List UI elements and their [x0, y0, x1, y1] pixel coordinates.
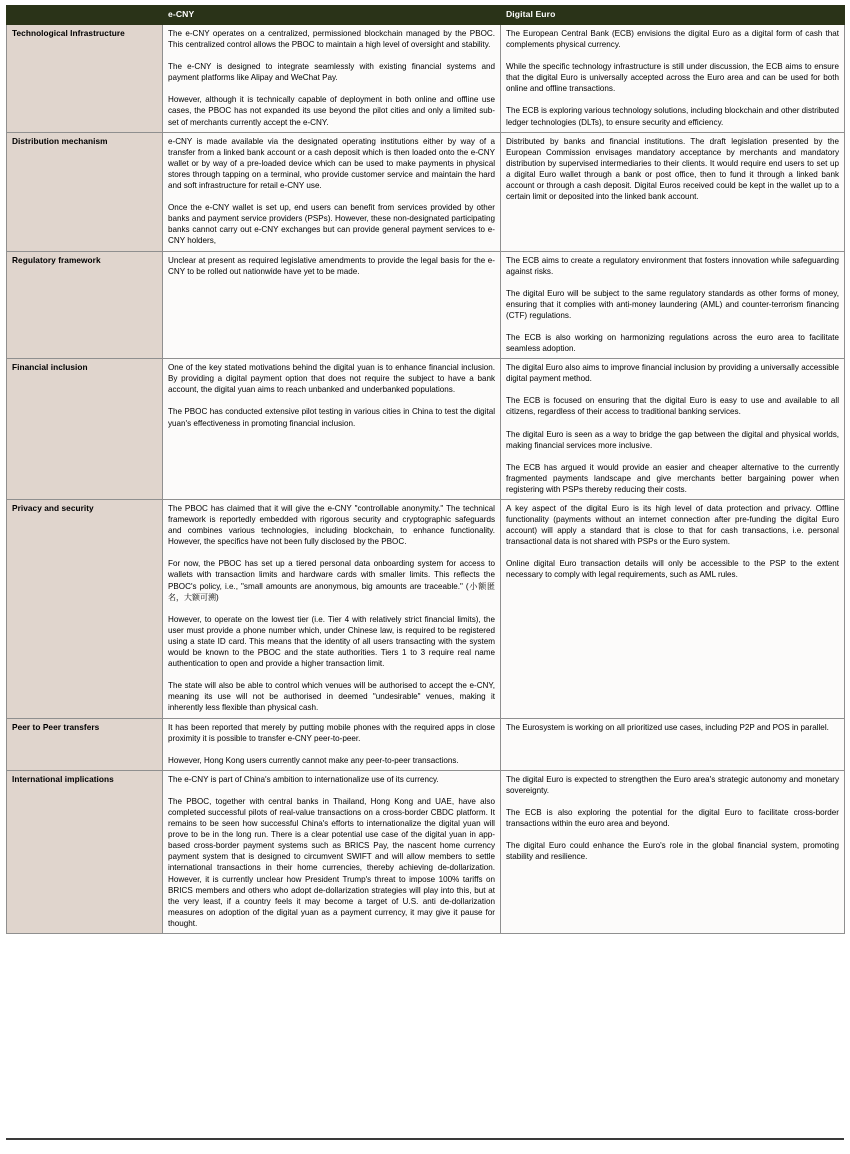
row-cell-ecny: [163, 718, 501, 770]
paragraph: The e-CNY is part of China's ambition to internationalize use of its currency.: [168, 774, 439, 784]
table-row: [7, 500, 845, 719]
paragraph: For now, the PBOC has set up a tiered personal data onboarding system for access to wallets with transaction limits and hardware cards with smaller limits. This reflects the PBOC's policy, i.e., "small amounts are anonymous, big amounts are traceable." (小额匿名，大额可溯): [168, 559, 496, 602]
paragraph: The digital Euro is expected to strengthen the Euro area's strategic autonomy and monetary sovereignty.: [506, 774, 839, 795]
row-topic-label: International implications: [7, 770, 163, 933]
comparison-table: [6, 5, 845, 934]
paragraph: The ECB is exploring various technology solutions, including blockchain and other distributed ledger technologies (DLTs), to ensure security and efficiency.: [506, 106, 839, 127]
paragraph: The e-CNY operates on a centralized, permissioned blockchain managed by the PBOC. This centralized control allows the PBOC to maintain a high level of oversight and stability.: [168, 29, 495, 50]
row-topic-label: Distribution mechanism: [7, 132, 163, 251]
cjk-text: 小额匿名，大额可溯: [168, 581, 496, 602]
header-ecny: e-CNY: [163, 6, 501, 25]
paragraph: The state will also be able to control which venues will be authorised to accept the e-CNY, meaning its use will not be authorised in deemed "undesirable" venues, making it inherently less flexible than physical cash.: [168, 681, 495, 713]
row-cell-digital-euro: [501, 251, 845, 359]
header-digital-euro: Digital Euro: [501, 6, 845, 25]
paragraph: Unclear at present as required legislative amendments to provide the legal basis for the e-CNY to be rolled out nationwide have yet to be made.: [168, 255, 495, 276]
row-topic-label: Peer to Peer transfers: [7, 718, 163, 770]
paragraph: While the specific technology infrastructure is still under discussion, the ECB aims to ensure that the digital Euro is universally accepted across the Euro area and can be used for both online and offline transactions.: [506, 62, 839, 94]
paragraph: However, to operate on the lowest tier (i.e. Tier 4 with relatively strict financial limits), the user must provide a phone number which, under Chinese law, is required to be registered using a state ID card. This means that the identity of all users transacting with the system would be known to the PBOC and the state authorities. Tiers 1 to 3 require real name authentication to open and provide a higher transaction limit.: [168, 614, 495, 669]
paragraph: The digital Euro also aims to improve financial inclusion by providing a universally accessible digital payment method.: [506, 363, 839, 384]
table-row: [7, 251, 845, 359]
paragraph: The PBOC has claimed that it will give the e-CNY "controllable anonymity." The technical framework is reportedly embedded with rigorous security and cryptographic safeguards and combines various technologies, including blockchain, to enhance functionality. However, the specifics have not been fully disclosed by the PBOC.: [168, 504, 495, 547]
row-cell-ecny: [163, 132, 501, 251]
row-topic-label: Regulatory framework: [7, 251, 163, 359]
document-page: [0, 5, 850, 1154]
row-cell-digital-euro: [501, 359, 845, 500]
table-body: [7, 25, 845, 934]
paragraph: It has been reported that merely by putting mobile phones with the required apps in close proximity it is possible to transfer e-CNY peer-to-peer.: [168, 722, 495, 743]
row-cell-ecny: [163, 25, 501, 133]
row-topic-label: Privacy and security: [7, 500, 163, 719]
paragraph: The ECB is also working on harmonizing regulations across the euro area to facilitate seamless adoption.: [506, 332, 839, 354]
paragraph: The ECB is focused on ensuring that the digital Euro is easy to use and available to all citizens, regardless of their access to traditional banking services.: [506, 396, 839, 417]
paragraph: e-CNY is made available via the designated operating institutions either by way of a transfer from a linked bank account or a cash deposit which is then loaded onto the e-CNY wallet or by way of a pre-loaded device which can be used to make payments in physical stores through tapping on a terminal, who provide customer service and maintain the hard and soft infrastructure for retail e-CNY use.: [168, 136, 495, 191]
paragraph: However, although it is technically capable of deployment in both online and offline use cases, the PBOC has not expanded its use beyond the pilot cities and only a limited sub-set of merchants currently accept the e-CNY.: [168, 95, 495, 127]
paragraph: The PBOC has conducted extensive pilot testing in various cities in China to test the digital yuan's effectiveness in promoting financial inclusion.: [168, 407, 495, 428]
paragraph: Online digital Euro transaction details will only be accessible to the PSP to the extent necessary to comply with legal requirements, such as AML rules.: [506, 559, 839, 580]
paragraph: The PBOC, together with central banks in Thailand, Hong Kong and UAE, have also completed successful pilots of real-value transactions on a cross-border CBDC platform. It remains to be seen how successful China's efforts to internationalize the digital yuan will prove to be in the long run. There is a clear potential use case of the digital yuan in app-based cross-border payment systems such as BRICS Pay, the nascent home currency payment system that is designed to circumvent SWIFT and will allow members to settle international transactions in their home currencies, thereby achieving de-dollarization. However, it is currently unclear how President Trump's threat to impose 100% tariffs on BRICS members and others who adopt de-dollarization strategies will play into this, but at the very least, if a country feels it may become a target of U.S. anti de-dollarization measures on adoption of the digital yuan as a payment currency, it may give it pause for thought.: [168, 796, 495, 928]
paragraph: Distributed by banks and financial institutions. The draft legislation presented by the European Commission envisages mandatory acceptance by merchants and mandatory distribution by supervised intermediaries to their clients. It would require end users to set up a digital Euro wallet through a bank or post office, then to fund it through a linked bank account or through a cash deposit. Digital Euros received could be kept in the wallet up to a certain limit or deposited into the linked bank account.: [506, 136, 839, 202]
table-row: [7, 359, 845, 500]
row-topic-label: Technological Infrastructure: [7, 25, 163, 133]
footer-divider: [6, 1138, 844, 1140]
row-cell-digital-euro: [501, 25, 845, 133]
paragraph: A key aspect of the digital Euro is its high level of data protection and privacy. Offline functionality (payments without an internet connection after pre-funding the digital Euro account) will apply a standard that is close to that for cash transactions, i.e. personal transactional data is not shared with PSPs or the Euro system.: [506, 504, 839, 547]
paragraph: The ECB has argued it would provide an easier and cheaper alternative to the currently fragmented payments landscape and give merchants better bargaining power when registering with PSPs thereby reducing their costs.: [506, 462, 839, 494]
paragraph: The Eurosystem is working on all prioritized use cases, including P2P and POS in parallel.: [506, 722, 829, 732]
paragraph: Once the e-CNY wallet is set up, end users can benefit from services provided by other banks and payment service providers (PSPs). However, these non-designated participating banks cannot carry out e-CNY exchanges but can provide general payment services to e-CNY holders,: [168, 203, 495, 246]
row-cell-digital-euro: [501, 500, 845, 719]
paragraph: The digital Euro will be subject to the same regulatory standards as other forms of money, ensuring that it complies with anti-money laundering (AML) and counter-terrorism financing (CTF) regulations.: [506, 288, 839, 320]
table-row: [7, 770, 845, 933]
row-cell-ecny: [163, 359, 501, 500]
paragraph: The digital Euro could enhance the Euro's role in the global financial system, promoting stability and resilience.: [506, 841, 839, 862]
row-cell-digital-euro: [501, 770, 845, 933]
paragraph: The ECB is also exploring the potential for the digital Euro to facilitate cross-border transactions within the euro area and beyond.: [506, 807, 839, 829]
paragraph: The European Central Bank (ECB) envisions the digital Euro as a digital form of cash that complements physical currency.: [506, 29, 839, 50]
paragraph: One of the key stated motivations behind the digital yuan is to enhance financial inclusion. By providing a digital payment option that does not require the subject to have a bank account, the digital yuan aims to reach unbanked and underbanked populations.: [168, 363, 495, 395]
table-row: [7, 718, 845, 770]
row-cell-ecny: [163, 500, 501, 719]
paragraph: However, Hong Kong users currently cannot make any peer-to-peer transactions.: [168, 755, 459, 765]
table-row: [7, 132, 845, 251]
paragraph: The e-CNY is designed to integrate seamlessly with existing financial systems and payment platforms like Alipay and WeChat Pay.: [168, 62, 495, 83]
table-header-row: [7, 6, 845, 25]
table-row: [7, 25, 845, 133]
row-topic-label: Financial inclusion: [7, 359, 163, 500]
header-topic-blank: [7, 6, 163, 25]
row-cell-ecny: [163, 251, 501, 359]
row-cell-ecny: [163, 770, 501, 933]
row-cell-digital-euro: [501, 718, 845, 770]
paragraph: The digital Euro is seen as a way to bridge the gap between the digital and physical worlds, making financial services more inclusive.: [506, 429, 839, 450]
row-cell-digital-euro: [501, 132, 845, 251]
paragraph: The ECB aims to create a regulatory environment that fosters innovation while safeguarding against risks.: [506, 255, 839, 276]
